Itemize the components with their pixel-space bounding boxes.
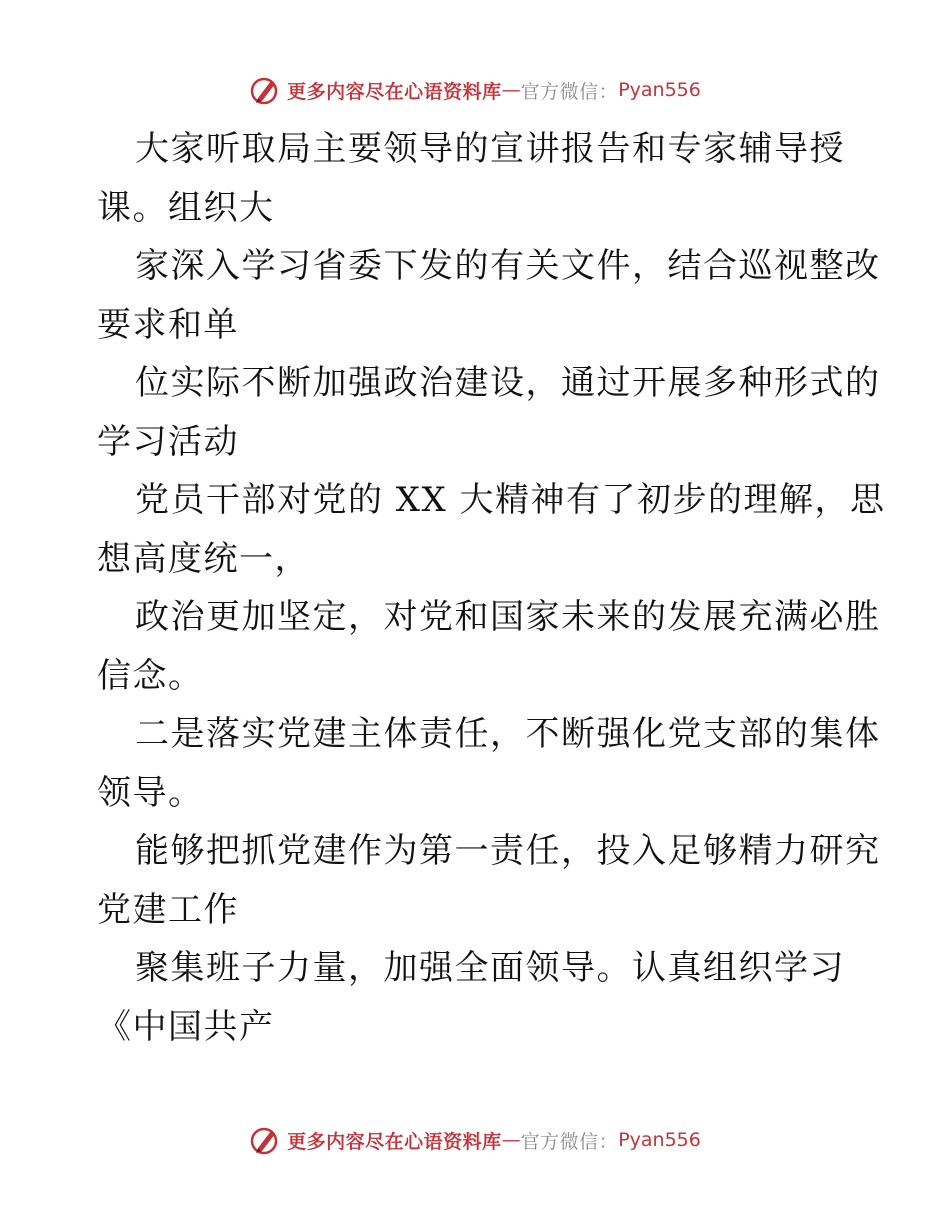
body-line: 《中国共产 <box>97 1006 275 1047</box>
header-separator: — <box>501 79 521 101</box>
body-line: 信念。 <box>97 655 204 696</box>
body-line: 政治更加坚定，对党和国家未来的发展充满必胜 <box>135 597 881 637</box>
body-line: 聚集班子力量，加强全面领导。认真组织学习 <box>135 948 845 988</box>
footer-banner <box>0 1122 950 1158</box>
body-line: 课。组织大 <box>97 187 275 228</box>
body-line: 要求和单 <box>97 304 239 345</box>
footer-brand-text: 更多内容尽在心语资料库 <box>287 1130 502 1153</box>
body-line: 家深入学习省委下发的有关文件，结合巡视整改 <box>135 246 881 286</box>
body-line: 党建工作 <box>97 889 239 930</box>
body-line: 党员干部对党的 XX 大精神有了初步的理解，思 <box>135 480 886 520</box>
body-line: 领导。 <box>97 772 204 813</box>
footer-separator: — <box>501 1129 521 1151</box>
footer-wechat-id: Pyan556 <box>618 1129 701 1151</box>
body-line: 位实际不断加强政治建设，通过开展多种形式的 <box>135 363 881 403</box>
header-wechat-id: Pyan556 <box>618 79 701 101</box>
pen-logo-icon <box>249 1124 281 1156</box>
body-line: 能够把抓党建作为第一责任，投入足够精力研究 <box>135 831 881 871</box>
body-line: 想高度统一， <box>97 538 310 579</box>
pen-logo-icon <box>249 74 281 106</box>
header-wechat-label: 官方微信： <box>520 80 619 103</box>
body-line: 二是落实党建主体责任，不断强化党支部的集体 <box>135 714 881 754</box>
header-banner <box>0 72 950 108</box>
body-line: 学习活动 <box>97 421 239 462</box>
document-body <box>97 120 886 1056</box>
footer-wechat-label: 官方微信： <box>520 1130 619 1153</box>
header-brand-text: 更多内容尽在心语资料库 <box>287 80 502 103</box>
body-line: 大家听取局主要领导的宣讲报告和专家辅导授 <box>135 129 845 169</box>
